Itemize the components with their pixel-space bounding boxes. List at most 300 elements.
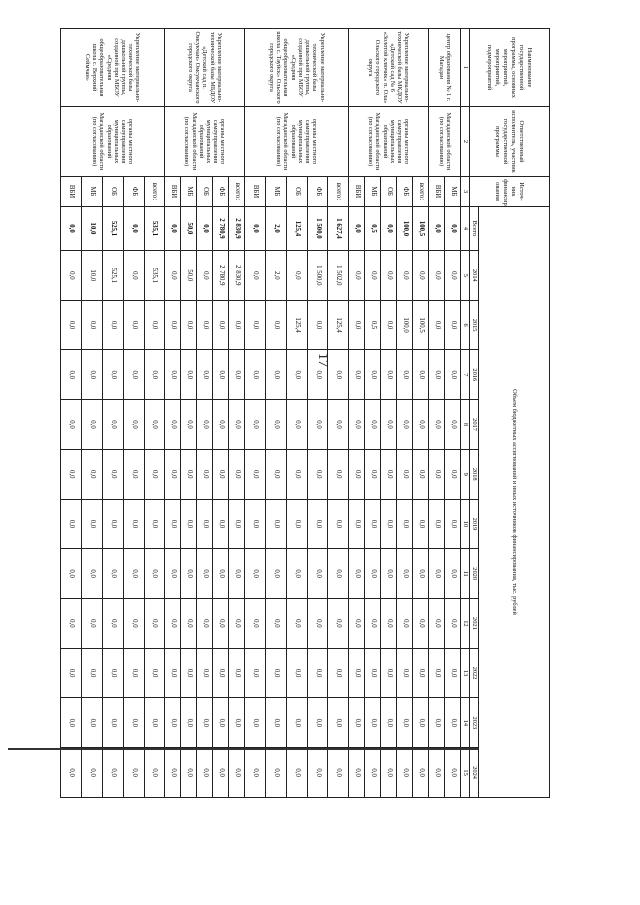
source-cell: ВБИ <box>245 177 266 207</box>
column-number: 4 <box>461 207 470 251</box>
year-value-cell: 0,0 <box>197 599 213 649</box>
source-cell: ОБ <box>381 177 397 207</box>
year-value-cell: 0,0 <box>328 648 349 698</box>
year-value-cell: 0,0 <box>349 698 365 748</box>
year-value-cell: 0,0 <box>82 499 103 549</box>
year-value-cell: 0,0 <box>61 251 82 301</box>
year-value-cell: 0,0 <box>229 400 245 450</box>
year-value-cell: 0,0 <box>328 350 349 400</box>
year-value-cell: 0,0 <box>82 748 103 798</box>
source-cell: ОБ <box>102 177 123 207</box>
horizontal-rule <box>8 748 478 750</box>
column-number: 7 <box>461 350 470 400</box>
program-name-cell: Укрепление материально-технической базы МКДОУ «Детский сад № 6 «Золотой ключик» п. Ола» Ольского городского округа <box>349 29 429 107</box>
year-value-cell: 0,0 <box>197 350 213 400</box>
year-value-cell: 0,0 <box>429 449 445 499</box>
year-value-cell: 0,0 <box>365 748 381 798</box>
year-value-cell: 0,0 <box>82 549 103 599</box>
year-value-cell: 0,0 <box>307 350 328 400</box>
year-value-cell: 0,0 <box>213 698 229 748</box>
total-value-cell: 100,0 <box>397 207 413 251</box>
year-value-cell: 1 500,0 <box>307 251 328 301</box>
table-row <box>229 29 245 798</box>
header-year: 2014 <box>470 251 479 301</box>
year-value-cell: 0,0 <box>61 449 82 499</box>
year-value-cell: 0,0 <box>245 449 266 499</box>
year-value-cell: 0,0 <box>413 698 429 748</box>
year-value-cell: 0,0 <box>82 300 103 350</box>
source-cell: МБ <box>82 177 103 207</box>
total-value-cell: 2 780,9 <box>213 207 229 251</box>
year-value-cell: 0,0 <box>144 549 165 599</box>
year-value-cell: 0,0 <box>245 698 266 748</box>
year-value-cell: 0,0 <box>144 748 165 798</box>
year-value-cell: 0,0 <box>123 698 144 748</box>
total-value-cell: 0,0 <box>445 207 461 251</box>
year-value-cell: 0,0 <box>213 748 229 798</box>
year-value-cell: 0,0 <box>144 449 165 499</box>
year-value-cell: 0,0 <box>213 300 229 350</box>
year-value-cell: 0,0 <box>349 300 365 350</box>
year-value-cell: 0,0 <box>123 350 144 400</box>
year-value-cell: 0,0 <box>213 499 229 549</box>
year-value-cell: 2,0 <box>266 251 287 301</box>
year-value-cell: 0,0 <box>61 350 82 400</box>
year-value-cell: 0,0 <box>229 499 245 549</box>
year-value-cell: 0,0 <box>381 251 397 301</box>
year-value-cell: 0,0 <box>245 549 266 599</box>
year-value-cell: 0,0 <box>307 648 328 698</box>
header-year: 2018 <box>470 449 479 499</box>
year-value-cell: 0,0 <box>165 251 181 301</box>
column-number: 6 <box>461 300 470 350</box>
column-number: 12 <box>461 599 470 649</box>
year-value-cell: 0,0 <box>144 698 165 748</box>
year-value-cell: 0,0 <box>61 549 82 599</box>
year-value-cell: 0,0 <box>144 648 165 698</box>
year-value-cell: 0,0 <box>307 549 328 599</box>
year-value-cell: 0,0 <box>61 748 82 798</box>
year-value-cell: 100,5 <box>413 300 429 350</box>
source-cell: всего: <box>229 177 245 207</box>
year-value-cell: 2 780,9 <box>213 251 229 301</box>
year-value-cell: 0,0 <box>61 648 82 698</box>
year-value-cell: 0,0 <box>286 599 307 649</box>
year-value-cell: 0,0 <box>165 648 181 698</box>
year-value-cell: 0,0 <box>266 350 287 400</box>
year-value-cell: 0,0 <box>349 449 365 499</box>
year-value-cell: 0,0 <box>213 599 229 649</box>
total-value-cell: 525,1 <box>102 207 123 251</box>
executor-cell: органы местного самоуправления муниципальных образований Магаданской области (по согласованию) <box>349 107 429 177</box>
year-value-cell: 0,0 <box>328 400 349 450</box>
year-value-cell: 0,0 <box>445 549 461 599</box>
program-name-cell: Укрепление материально-технической базы дошкольной группы, созданной при МБОУ «Средняя общеобразовательная школа с. Верхний Сеймчан» <box>61 29 165 107</box>
year-value-cell: 0,0 <box>349 549 365 599</box>
table-row <box>413 29 429 798</box>
year-value-cell: 0,0 <box>397 499 413 549</box>
year-value-cell: 0,0 <box>349 400 365 450</box>
year-value-cell: 0,0 <box>349 748 365 798</box>
year-value-cell: 0,0 <box>102 698 123 748</box>
year-value-cell: 0,0 <box>429 251 445 301</box>
year-value-cell: 0,0 <box>397 748 413 798</box>
year-value-cell: 0,0 <box>197 748 213 798</box>
year-value-cell: 0,0 <box>286 449 307 499</box>
year-value-cell: 0,0 <box>429 549 445 599</box>
year-value-cell: 0,0 <box>286 648 307 698</box>
header-year: 2017 <box>470 400 479 450</box>
year-value-cell: 0,0 <box>286 549 307 599</box>
year-value-cell: 0,0 <box>397 251 413 301</box>
year-value-cell: 0,0 <box>245 599 266 649</box>
header-executor: Ответственный исполнитель, участник государственной программы <box>470 107 550 177</box>
year-value-cell: 0,0 <box>245 499 266 549</box>
year-value-cell: 0,0 <box>213 400 229 450</box>
year-value-cell: 2 830,9 <box>229 251 245 301</box>
column-number: 11 <box>461 549 470 599</box>
year-value-cell: 0,0 <box>266 698 287 748</box>
source-cell: ФБ <box>213 177 229 207</box>
source-cell: ФБ <box>123 177 144 207</box>
header-total: Всего <box>470 207 479 251</box>
year-value-cell: 0,0 <box>307 499 328 549</box>
year-value-cell: 0,0 <box>61 300 82 350</box>
year-value-cell: 0,0 <box>229 648 245 698</box>
year-value-cell: 0,0 <box>181 549 197 599</box>
total-value-cell: 0,0 <box>123 207 144 251</box>
year-value-cell: 0,0 <box>229 300 245 350</box>
year-value-cell: 0,0 <box>165 698 181 748</box>
year-value-cell: 0,0 <box>349 648 365 698</box>
year-value-cell: 0,0 <box>197 499 213 549</box>
total-value-cell: 0,0 <box>61 207 82 251</box>
year-value-cell: 525,1 <box>102 251 123 301</box>
year-value-cell: 0,0 <box>245 300 266 350</box>
column-number: 15 <box>461 748 470 798</box>
year-value-cell: 0,0 <box>102 300 123 350</box>
total-value-cell: 1 500,0 <box>307 207 328 251</box>
year-value-cell: 0,0 <box>102 400 123 450</box>
header-program-name: Наименование государственной программы, основных мероприятий, мероприятий, подмероприятий <box>470 29 550 107</box>
year-value-cell: 0,0 <box>245 251 266 301</box>
year-value-cell: 0,0 <box>213 549 229 599</box>
source-cell: ВБИ <box>349 177 365 207</box>
year-value-cell: 0,0 <box>397 449 413 499</box>
year-value-cell: 0,0 <box>365 251 381 301</box>
year-value-cell: 0,0 <box>349 251 365 301</box>
year-value-cell: 0,0 <box>381 748 397 798</box>
column-number: 14 <box>461 698 470 748</box>
column-number: 9 <box>461 449 470 499</box>
year-value-cell: 0,0 <box>307 748 328 798</box>
total-value-cell: 2 830,9 <box>229 207 245 251</box>
year-value-cell: 0,0 <box>445 599 461 649</box>
year-value-cell: 0,0 <box>328 698 349 748</box>
year-value-cell: 0,0 <box>445 648 461 698</box>
year-value-cell: 0,0 <box>181 350 197 400</box>
year-value-cell: 0,0 <box>445 300 461 350</box>
year-value-cell: 0,0 <box>381 449 397 499</box>
year-value-cell: 0,0 <box>266 599 287 649</box>
header-year: 2020 <box>470 549 479 599</box>
year-value-cell: 0,0 <box>144 599 165 649</box>
year-value-cell: 0,0 <box>123 449 144 499</box>
year-value-cell: 10,0 <box>82 251 103 301</box>
year-value-cell: 0,0 <box>365 698 381 748</box>
year-value-cell: 0,0 <box>123 300 144 350</box>
year-value-cell: 0,0 <box>381 300 397 350</box>
year-value-cell: 0,0 <box>445 449 461 499</box>
year-value-cell: 0,0 <box>266 300 287 350</box>
total-value-cell: 0,0 <box>197 207 213 251</box>
source-cell: всего: <box>328 177 349 207</box>
header-year: 2022 <box>470 648 479 698</box>
total-value-cell: 535,1 <box>144 207 165 251</box>
year-value-cell: 0,0 <box>102 499 123 549</box>
year-value-cell: 0,0 <box>413 400 429 450</box>
year-value-cell: 0,0 <box>307 449 328 499</box>
year-value-cell: 0,0 <box>123 748 144 798</box>
source-cell: ВБИ <box>61 177 82 207</box>
year-value-cell: 0,5 <box>365 300 381 350</box>
year-value-cell: 0,0 <box>213 449 229 499</box>
executor-cell: органы местного самоуправления муниципальных образований Магаданской области (по согласованию) <box>61 107 165 177</box>
table-row <box>445 29 461 798</box>
year-value-cell: 0,0 <box>102 549 123 599</box>
year-value-cell: 0,0 <box>165 449 181 499</box>
year-value-cell: 0,0 <box>429 350 445 400</box>
year-value-cell: 0,0 <box>144 499 165 549</box>
year-value-cell: 0,0 <box>381 350 397 400</box>
year-value-cell: 0,0 <box>181 698 197 748</box>
year-value-cell: 0,0 <box>144 350 165 400</box>
source-cell: МБ <box>181 177 197 207</box>
executor-cell: органы местного самоуправления муниципальных образований Магаданской области (по согласованию) <box>165 107 245 177</box>
year-value-cell: 50,0 <box>181 251 197 301</box>
year-value-cell: 0,0 <box>181 599 197 649</box>
year-value-cell: 0,0 <box>349 499 365 549</box>
year-value-cell: 0,0 <box>229 350 245 400</box>
year-value-cell: 0,0 <box>102 350 123 400</box>
year-value-cell: 0,0 <box>365 449 381 499</box>
table-body <box>61 29 461 798</box>
year-value-cell: 0,0 <box>397 400 413 450</box>
column-number: 2 <box>461 107 470 177</box>
source-cell: ФБ <box>307 177 328 207</box>
year-value-cell: 0,0 <box>82 698 103 748</box>
column-number: 13 <box>461 648 470 698</box>
year-value-cell: 0,0 <box>123 400 144 450</box>
year-value-cell: 0,0 <box>165 350 181 400</box>
year-value-cell: 0,0 <box>181 648 197 698</box>
year-value-cell: 0,0 <box>181 300 197 350</box>
year-value-cell: 0,0 <box>365 499 381 549</box>
year-value-cell: 0,0 <box>229 549 245 599</box>
total-value-cell: 0,0 <box>245 207 266 251</box>
year-value-cell: 0,0 <box>381 698 397 748</box>
year-value-cell: 0,0 <box>365 648 381 698</box>
year-value-cell: 0,0 <box>328 499 349 549</box>
source-cell: ОБ <box>286 177 307 207</box>
year-value-cell: 0,0 <box>328 549 349 599</box>
year-value-cell: 0,0 <box>429 400 445 450</box>
year-value-cell: 0,0 <box>286 251 307 301</box>
year-value-cell: 0,0 <box>349 599 365 649</box>
year-value-cell: 0,0 <box>381 648 397 698</box>
year-value-cell: 100,0 <box>397 300 413 350</box>
year-value-cell: 0,0 <box>197 698 213 748</box>
total-value-cell: 1 627,4 <box>328 207 349 251</box>
year-value-cell: 0,0 <box>213 648 229 698</box>
total-value-cell: 125,4 <box>286 207 307 251</box>
source-cell: ФБ <box>397 177 413 207</box>
header-year: 2016 <box>470 350 479 400</box>
year-value-cell: 0,0 <box>165 599 181 649</box>
year-value-cell: 0,0 <box>123 599 144 649</box>
year-value-cell: 0,0 <box>197 251 213 301</box>
year-value-cell: 0,0 <box>197 400 213 450</box>
year-value-cell: 0,0 <box>165 549 181 599</box>
year-value-cell: 0,0 <box>197 549 213 599</box>
year-value-cell: 1 502,0 <box>328 251 349 301</box>
year-value-cell: 0,0 <box>429 599 445 649</box>
total-value-cell: 50,0 <box>181 207 197 251</box>
year-value-cell: 0,0 <box>123 499 144 549</box>
year-value-cell: 0,0 <box>245 748 266 798</box>
year-value-cell: 0,0 <box>123 549 144 599</box>
executor-cell: Магаданской области (по согласованию) <box>429 107 461 177</box>
year-value-cell: 0,0 <box>229 748 245 798</box>
year-value-cell: 0,0 <box>381 599 397 649</box>
year-value-cell: 0,0 <box>429 499 445 549</box>
year-value-cell: 0,0 <box>413 549 429 599</box>
year-value-cell: 0,0 <box>286 748 307 798</box>
year-value-cell: 0,0 <box>266 449 287 499</box>
year-value-cell: 0,0 <box>82 449 103 499</box>
executor-cell: органы местного самоуправления муниципальных образований Магаданской области (по согласованию) <box>245 107 349 177</box>
year-value-cell: 0,0 <box>413 499 429 549</box>
year-value-cell: 0,0 <box>197 300 213 350</box>
column-number: 8 <box>461 400 470 450</box>
year-value-cell: 0,0 <box>413 748 429 798</box>
table-row <box>144 29 165 798</box>
year-value-cell: 0,0 <box>397 350 413 400</box>
year-value-cell: 125,4 <box>328 300 349 350</box>
year-value-cell: 0,0 <box>82 350 103 400</box>
header-row-1 <box>479 29 550 798</box>
year-value-cell: 0,0 <box>61 400 82 450</box>
program-name-cell: Укрепление материально-технической базы дошкольной группы, созданной при МБОУ «Средняя общеобразовательная школа с. Тауйск» Ольского городского округа <box>245 29 349 107</box>
year-value-cell: 0,0 <box>197 648 213 698</box>
total-value-cell: 0,0 <box>381 207 397 251</box>
year-value-cell: 0,0 <box>213 350 229 400</box>
year-value-cell: 0,0 <box>413 599 429 649</box>
funding-table-container <box>60 28 550 798</box>
year-value-cell: 0,0 <box>413 350 429 400</box>
total-value-cell: 0,0 <box>165 207 181 251</box>
year-value-cell: 0,0 <box>381 549 397 599</box>
source-cell: всего: <box>144 177 165 207</box>
year-value-cell: 0,0 <box>365 599 381 649</box>
year-value-cell: 0,0 <box>266 648 287 698</box>
year-value-cell: 0,0 <box>307 698 328 748</box>
year-value-cell: 0,0 <box>181 449 197 499</box>
year-value-cell: 0,0 <box>429 698 445 748</box>
year-value-cell: 0,0 <box>197 449 213 499</box>
year-value-cell: 0,0 <box>286 400 307 450</box>
source-cell: МБ <box>445 177 461 207</box>
year-value-cell: 0,0 <box>307 599 328 649</box>
year-value-cell: 0,0 <box>397 549 413 599</box>
header-source: Источ-ник финансир ования <box>470 177 550 207</box>
total-value-cell: 0,0 <box>349 207 365 251</box>
year-value-cell: 0,0 <box>445 350 461 400</box>
year-value-cell: 0,0 <box>307 400 328 450</box>
program-name-cell: центр образования № 1 г. Магадан <box>429 29 461 107</box>
year-value-cell: 0,0 <box>286 499 307 549</box>
year-value-cell: 0,0 <box>82 648 103 698</box>
year-value-cell: 0,0 <box>349 350 365 400</box>
source-cell: ВБИ <box>165 177 181 207</box>
year-value-cell: 0,0 <box>286 698 307 748</box>
source-cell: ВБИ <box>429 177 445 207</box>
year-value-cell: 0,0 <box>381 499 397 549</box>
year-value-cell: 0,0 <box>381 400 397 450</box>
year-value-cell: 0,0 <box>397 648 413 698</box>
year-value-cell: 0,0 <box>102 648 123 698</box>
year-value-cell: 0,0 <box>245 400 266 450</box>
total-value-cell: 10,0 <box>82 207 103 251</box>
year-value-cell: 0,0 <box>245 350 266 400</box>
source-cell: всего: <box>413 177 429 207</box>
program-name-cell: Укрепление материально-технической базы МБДОУ «Детский сад п. Омсукчан» Омсукчанского городского округа <box>165 29 245 107</box>
header-funding-title: Объем бюджетных ассигнований и иных источников финансирования, тыс. рублей <box>479 207 550 798</box>
year-value-cell: 0,0 <box>144 400 165 450</box>
year-value-cell: 0,0 <box>266 748 287 798</box>
year-value-cell: 0,0 <box>229 599 245 649</box>
year-value-cell: 0,0 <box>61 599 82 649</box>
header-year: 2019 <box>470 499 479 549</box>
year-value-cell: 0,0 <box>82 599 103 649</box>
total-value-cell: 100,5 <box>413 207 429 251</box>
total-value-cell: 0,0 <box>429 207 445 251</box>
column-number: 5 <box>461 251 470 301</box>
year-value-cell: 0,0 <box>365 400 381 450</box>
year-value-cell: 0,0 <box>328 748 349 798</box>
year-value-cell: 0,0 <box>165 499 181 549</box>
year-value-cell: 0,0 <box>181 499 197 549</box>
header-year: 2024 <box>470 748 479 798</box>
year-value-cell: 0,0 <box>266 400 287 450</box>
header-year: 2023 <box>470 698 479 748</box>
year-value-cell: 0,0 <box>102 449 123 499</box>
year-value-cell: 0,0 <box>413 648 429 698</box>
year-value-cell: 0,0 <box>165 400 181 450</box>
year-value-cell: 0,0 <box>429 300 445 350</box>
year-value-cell: 0,0 <box>445 748 461 798</box>
total-value-cell: 0,5 <box>365 207 381 251</box>
year-value-cell: 0,0 <box>165 748 181 798</box>
header-year: 2015 <box>470 300 479 350</box>
source-cell: МБ <box>266 177 287 207</box>
year-value-cell: 0,0 <box>445 400 461 450</box>
year-value-cell: 0,0 <box>165 300 181 350</box>
year-value-cell: 0,0 <box>229 449 245 499</box>
year-value-cell: 0,0 <box>266 549 287 599</box>
year-value-cell: 0,0 <box>429 748 445 798</box>
source-cell: ОБ <box>197 177 213 207</box>
